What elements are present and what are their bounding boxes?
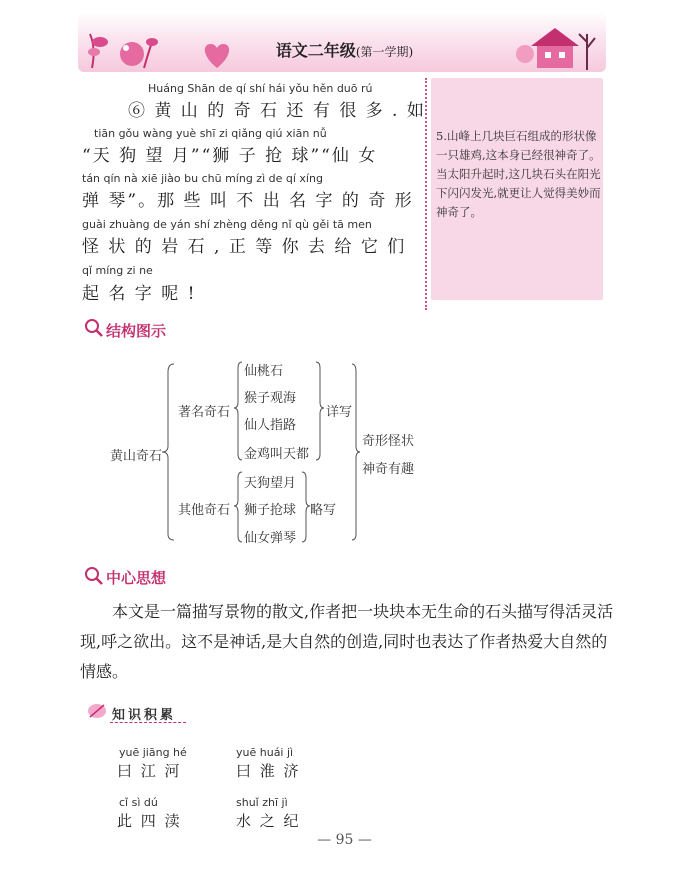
pinyin-line-3: tán qín nà xiē jiào bu chū míng zì de qí xíng (82, 172, 323, 185)
theme-text: 本文是一篇描写景物的散文,作者把一块块本无生命的石头描写得活灵活现,呼之欲出。这不是神话,是大自然的创造,同时也表达了作者热爱大自然的情感。 (80, 602, 614, 681)
conclusion-item: 奇形怪状 (362, 434, 415, 449)
header-subtitle: (第一学期) (355, 45, 414, 59)
pinyin-line-2: tiān gǒu wàng yuè shī zi qiǎng qiú xiān nǚ (94, 127, 327, 140)
other-item: 狮子抢球 (244, 503, 297, 518)
text-line-1: ⑥ 黄 山 的 奇 石 还 有 很 多 . 如 (128, 101, 426, 121)
text-line-5: 起 名 字 呢 ! (82, 284, 197, 304)
structure-section-title: 结构图示 (106, 322, 167, 340)
text-line-4: 怪 状 的 岩 石 , 正 等 你 去 给 它 们 (82, 237, 407, 257)
knowledge-text: 曰 淮 济 (236, 762, 301, 780)
knowledge-pinyin: yuē jiāng hé (119, 746, 187, 759)
knowledge-pinyin: yuē huái jì (236, 746, 294, 759)
other-item: 仙女弹琴 (244, 531, 297, 546)
pinyin-line-5: qǐ míng zi ne (82, 264, 153, 277)
text-line-3: 弹 琴”。那 些 叫 不 出 名 字 的 奇 形 (82, 191, 414, 211)
knowledge-section-title: 知识积累 (112, 708, 177, 723)
famous-item: 猴子观海 (244, 391, 297, 406)
leaf-icon (86, 701, 108, 721)
knowledge-text: 此 四 渎 (117, 812, 182, 830)
theme-section-title: 中心思想 (106, 569, 167, 587)
magnifier-icon (84, 566, 104, 586)
structure-famous: 著名奇石 (178, 405, 231, 420)
knowledge-underline (110, 722, 186, 723)
pinyin-line-1: Huáng Shān de qí shí hái yǒu hěn duō rú (148, 82, 373, 95)
other-method: 略写 (310, 503, 337, 518)
knowledge-pinyin: shuǐ zhī jì (236, 796, 288, 809)
knowledge-text: 曰 江 河 (117, 762, 182, 780)
knowledge-pinyin: cǐ sì dú (119, 796, 158, 809)
other-item: 天狗望月 (244, 476, 297, 491)
famous-item: 仙桃石 (244, 364, 284, 379)
header-title-text: 语文二年级 (275, 41, 356, 60)
theme-paragraph (80, 597, 616, 687)
text-line-2: “天 狗 望 月”“狮 子 抢 球”“仙 女 (82, 146, 378, 166)
famous-method: 详写 (326, 405, 353, 420)
structure-others: 其他奇石 (178, 503, 231, 518)
structure-root: 黄山奇石 (110, 449, 163, 464)
pinyin-line-4: guài zhuàng de yán shí zhèng děng nǐ qù gěi tā men (82, 218, 372, 231)
conclusion-item: 神奇有趣 (362, 462, 415, 477)
note-text: 5.山峰上几块巨石组成的形状像一只雄鸡,这本身已经很神奇了。当太阳升起时,这几块石头在阳光下闪闪发光,就更让人觉得美妙而神奇了。 (436, 129, 601, 219)
famous-item: 仙人指路 (244, 418, 297, 433)
famous-item: 金鸡叫天都 (244, 447, 310, 462)
page-number: — 95 — (317, 832, 372, 848)
knowledge-text: 水 之 纪 (236, 812, 301, 830)
